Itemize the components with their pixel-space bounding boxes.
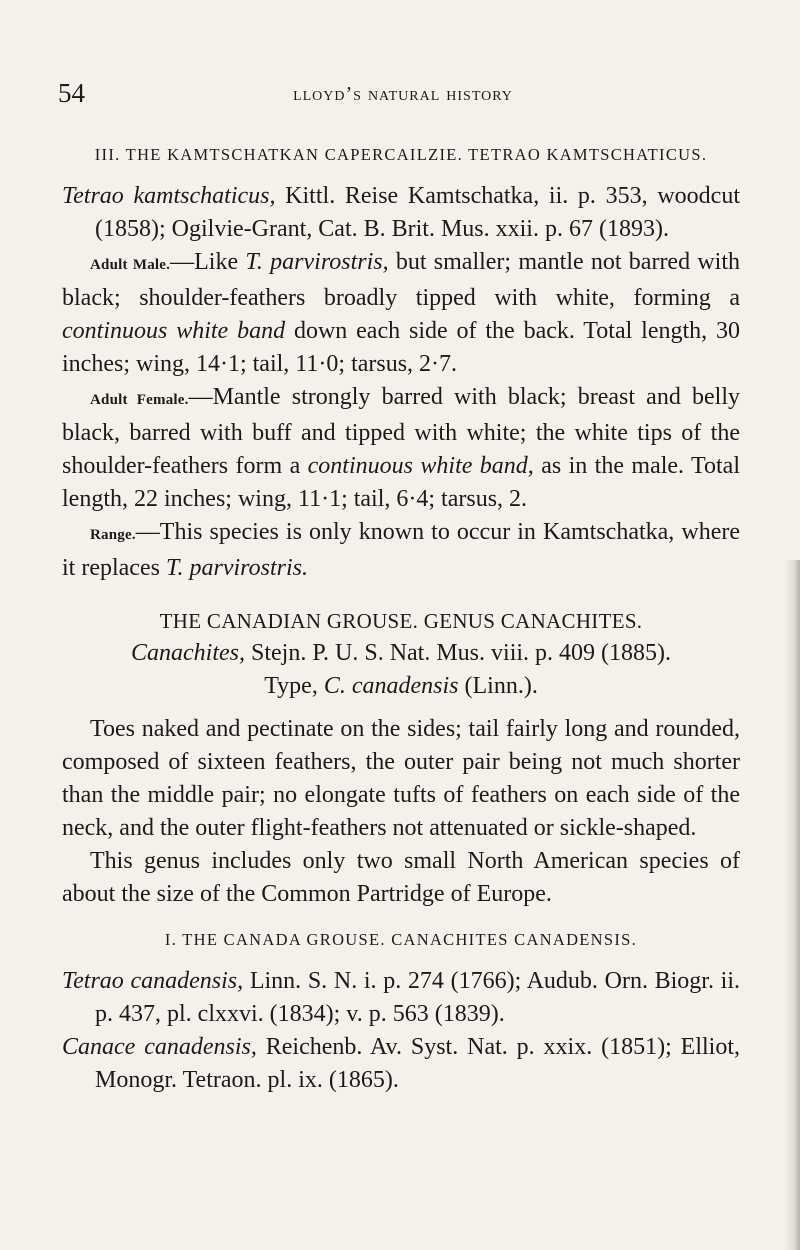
page-edge-shadow <box>784 560 800 1250</box>
type-species: Type, C. canadensis (Linn.). <box>264 673 538 699</box>
adult-male-description: Adult Male.—Like T. parvirostris, but smaller; mantle not barred with black; shoulder-feathers broadly tipped with white, forming a continuous white band down each side of the back. Total length, 30 inches; wing, 14·1; tail, 11·0; tarsus, 2·7. <box>62 249 741 377</box>
adult-female-description: Adult Female.—Mantle strongly barred with black; breast and belly black, barred with buff and tipped with white; the white tips of the shoulder-feathers form a continuous white band, as in the male. Total length, 22 inches; wing, 11·1; tail, 6·4; tarsus, 2. <box>62 384 740 512</box>
genus-note: This genus includes only two small North American species of about the size of the Common Partridge of Europe. <box>62 848 740 907</box>
page-header <box>58 78 748 118</box>
synonymy-reference-2: Canace canadensis, Reichenb. Av. Syst. Nat. p. xxix. (1851); Elliot, Monogr. Tetraon. pl. ix. (1865). <box>62 1034 741 1093</box>
synonymy-reference <box>62 180 740 246</box>
genus-description: Toes naked and pectinate on the sides; tail fairly long and rounded, composed of sixteen feathers, the outer pair being not much shorter than the middle pair; no elongate tufts of feathers on each side of the neck, and the outer flight-feathers not attenuated or sickle-shaped. <box>62 716 740 841</box>
genus-reference: Canachites, Stejn. P. U. S. Nat. Mus. viii. p. 409 (1885). <box>130 640 672 666</box>
range-label: Range. <box>90 527 136 543</box>
adult-female-label: Adult Female. <box>90 392 189 408</box>
range-description: Range.—This species is only known to occur in Kamtschatka, where it replaces T. parvirostris. <box>62 519 740 581</box>
page-body <box>62 140 740 1097</box>
synonymy-reference-1: Tetrao canadensis, Linn. S. N. i. p. 274 (1766); Audub. Orn. Biogr. ii. p. 437, pl. clxxvi. (1834); v. p. 563 (1839). <box>62 968 740 1027</box>
page-number: 54 <box>58 78 85 108</box>
section-title-kamtschatkan-capercailzie: III. THE KAMTSCHATKAN CAPERCAILZIE. TETRAO KAMTSCHATICUS. <box>94 145 708 164</box>
section-title-canadian-grouse: THE CANADIAN GROUSE. GENUS CANACHITES. <box>159 609 643 633</box>
section-title-canada-grouse: I. THE CANADA GROUSE. CANACHITES CANADENSIS. <box>164 930 638 949</box>
running-title: lloyd’s natural history <box>293 83 513 105</box>
reference-text: Kittl. Reise Kamtschatka, ii. p. 353, woodcut (1858); Ogilvie-Grant, Cat. B. Brit. Mus. xxii. p. 67 (1893). <box>95 183 740 242</box>
adult-male-label: Adult Male. <box>90 257 171 273</box>
species-name: Tetrao kamtschaticus, <box>62 183 276 209</box>
